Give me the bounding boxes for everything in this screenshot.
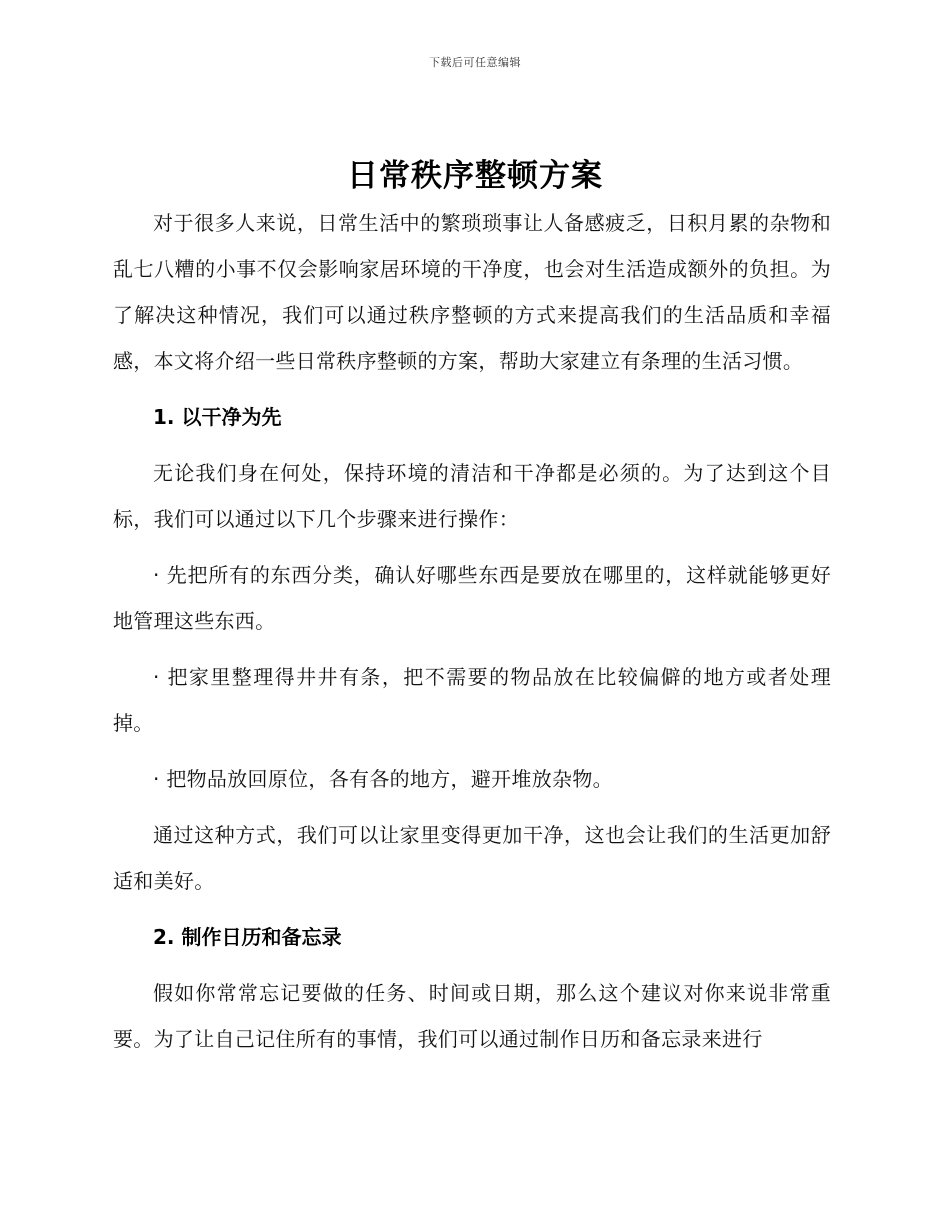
section-heading: 2. 制作日历和备忘录 [153,925,342,949]
document-title: 日常秩序整顿方案 [347,158,603,194]
section-paragraph: 通过这种方式，我们可以让家里变得更加干净，这也会让我们的生活更加舒适和美好。 [113,823,831,893]
section-heading: 1. 以干净为先 [153,405,282,429]
intro-paragraph: 对于很多人来说，日常生活中的繁琐琐事让人备感疲乏，日积月累的杂物和乱七八糟的小事不仅会影响家居环境的干净度，也会对生活造成额外的负担。为了解决这种情况，我们可以通过秩序整顿的方式来提高我们的生活品质和幸福感，本文将介绍一些日常秩序整顿的方案，帮助大家建立有条理的生活习惯。 [113,211,831,373]
bullet-item: · 把家里整理得井井有条，把不需要的物品放在比较偏僻的地方或者处理掉。 [113,665,831,735]
section-paragraph: 无论我们身在何处，保持环境的清洁和干净都是必须的。为了达到这个目标，我们可以通过以下几个步骤来进行操作： [113,461,831,531]
header-note: 下载后可任意编辑 [429,56,521,69]
section-paragraph: 假如你常常忘记要做的任务、时间或日期，那么这个建议对你来说非常重要。为了让自己记住所有的事情，我们可以通过制作日历和备忘录来进行 [113,981,831,1051]
bullet-item: · 先把所有的东西分类，确认好哪些东西是要放在哪里的，这样就能够更好地管理这些东西。 [113,563,831,633]
bullet-item: · 把物品放回原位，各有各的地方，避开堆放杂物。 [153,767,613,791]
document-body [113,200,831,1062]
